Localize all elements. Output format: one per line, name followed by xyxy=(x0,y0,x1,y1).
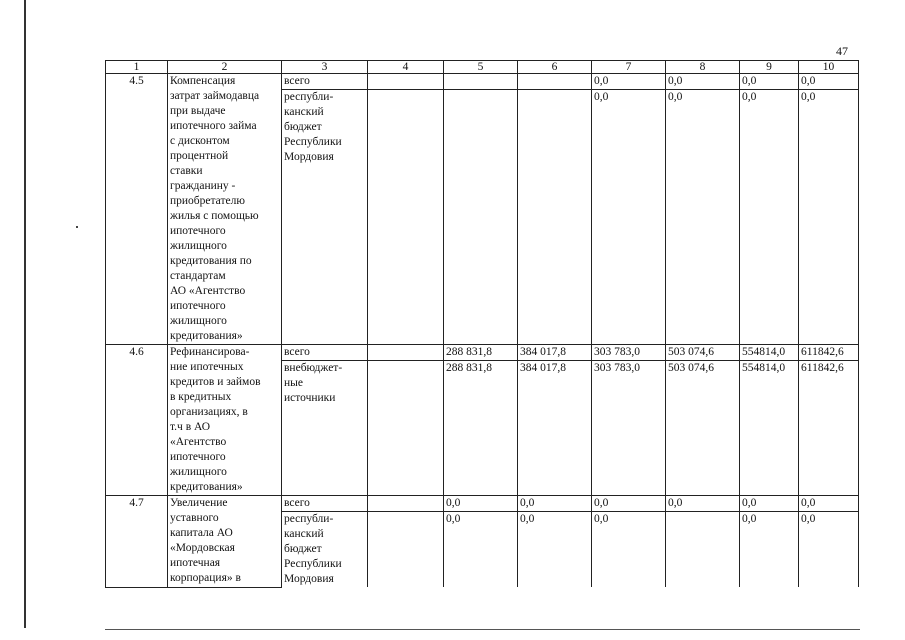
funding-source: республи- канский бюджет Республики Мордовия xyxy=(282,512,368,588)
item-number: 4.5 xyxy=(106,74,168,345)
item-number: 4.7 xyxy=(106,496,168,588)
value-cell xyxy=(444,90,518,345)
value-cell xyxy=(518,74,592,90)
value-cell: 0,0 xyxy=(799,496,859,512)
column-number: 3 xyxy=(282,61,368,74)
empty-cell xyxy=(368,345,444,361)
value-cell: 0,0 xyxy=(592,90,666,345)
table-row xyxy=(106,496,859,512)
table-row xyxy=(106,74,859,90)
value-cell: 0,0 xyxy=(592,74,666,90)
value-cell: 384 017,8 xyxy=(518,345,592,361)
value-cell: 303 783,0 xyxy=(592,361,666,496)
value-cell: 0,0 xyxy=(666,74,740,90)
value-cell: 611842,6 xyxy=(799,361,859,496)
column-number: 8 xyxy=(666,61,740,74)
column-number: 6 xyxy=(518,61,592,74)
item-name: Рефинансирова- ние ипотечных кредитов и займов в кредитных организациях, в т.ч в АО «Агентство ипотечного жилищного кредитования» xyxy=(168,345,282,496)
value-cell: 0,0 xyxy=(666,90,740,345)
value-cell: 0,0 xyxy=(740,512,799,588)
value-cell: 0,0 xyxy=(444,512,518,588)
table-header-row xyxy=(106,61,859,74)
item-number: 4.6 xyxy=(106,345,168,496)
funding-source: внебюджет- ные источники xyxy=(282,361,368,496)
value-cell: 288 831,8 xyxy=(444,345,518,361)
column-number: 10 xyxy=(799,61,859,74)
value-cell: 384 017,8 xyxy=(518,361,592,496)
value-cell xyxy=(666,512,740,588)
column-number: 7 xyxy=(592,61,666,74)
value-cell: 0,0 xyxy=(740,496,799,512)
value-cell: 0,0 xyxy=(740,90,799,345)
value-cell: 0,0 xyxy=(740,74,799,90)
value-cell: 0,0 xyxy=(592,512,666,588)
scan-speck xyxy=(76,226,78,228)
funding-source: всего xyxy=(282,345,368,361)
page-number: 47 xyxy=(836,44,848,58)
value-cell: 503 074,6 xyxy=(666,361,740,496)
column-number: 9 xyxy=(740,61,799,74)
value-cell: 0,0 xyxy=(799,90,859,345)
empty-cell xyxy=(368,361,444,496)
value-cell: 0,0 xyxy=(592,496,666,512)
value-cell: 0,0 xyxy=(799,74,859,90)
value-cell: 0,0 xyxy=(518,512,592,588)
empty-cell xyxy=(368,512,444,588)
value-cell: 288 831,8 xyxy=(444,361,518,496)
page-bottom-rule xyxy=(105,629,860,630)
value-cell xyxy=(518,90,592,345)
value-cell: 303 783,0 xyxy=(592,345,666,361)
value-cell: 611842,6 xyxy=(799,345,859,361)
empty-cell xyxy=(368,90,444,345)
scan-left-edge xyxy=(24,0,26,628)
value-cell xyxy=(444,74,518,90)
column-number: 1 xyxy=(106,61,168,74)
column-number: 2 xyxy=(168,61,282,74)
item-name: Компенсация затрат займодавца при выдаче ипотечного займа с дисконтом процентной ставки гражданину - приобретателю жилья с помощью ипотечного жилищного кредитования по стандартам АО «Агентство ипотечного жилищного кредитования» xyxy=(168,74,282,345)
funding-source: всего xyxy=(282,74,368,90)
column-number: 5 xyxy=(444,61,518,74)
program-funding-table xyxy=(105,60,859,588)
funding-source: всего xyxy=(282,496,368,512)
empty-cell xyxy=(368,496,444,512)
item-name: Увеличение уставного капитала АО «Мордовская ипотечная корпорация» в xyxy=(168,496,282,588)
value-cell: 0,0 xyxy=(799,512,859,588)
value-cell: 554814,0 xyxy=(740,345,799,361)
empty-cell xyxy=(368,74,444,90)
value-cell: 503 074,6 xyxy=(666,345,740,361)
value-cell: 554814,0 xyxy=(740,361,799,496)
value-cell: 0,0 xyxy=(444,496,518,512)
value-cell: 0,0 xyxy=(666,496,740,512)
column-number: 4 xyxy=(368,61,444,74)
funding-source: республи- канский бюджет Республики Мордовия xyxy=(282,90,368,345)
table-row xyxy=(106,345,859,361)
value-cell: 0,0 xyxy=(518,496,592,512)
